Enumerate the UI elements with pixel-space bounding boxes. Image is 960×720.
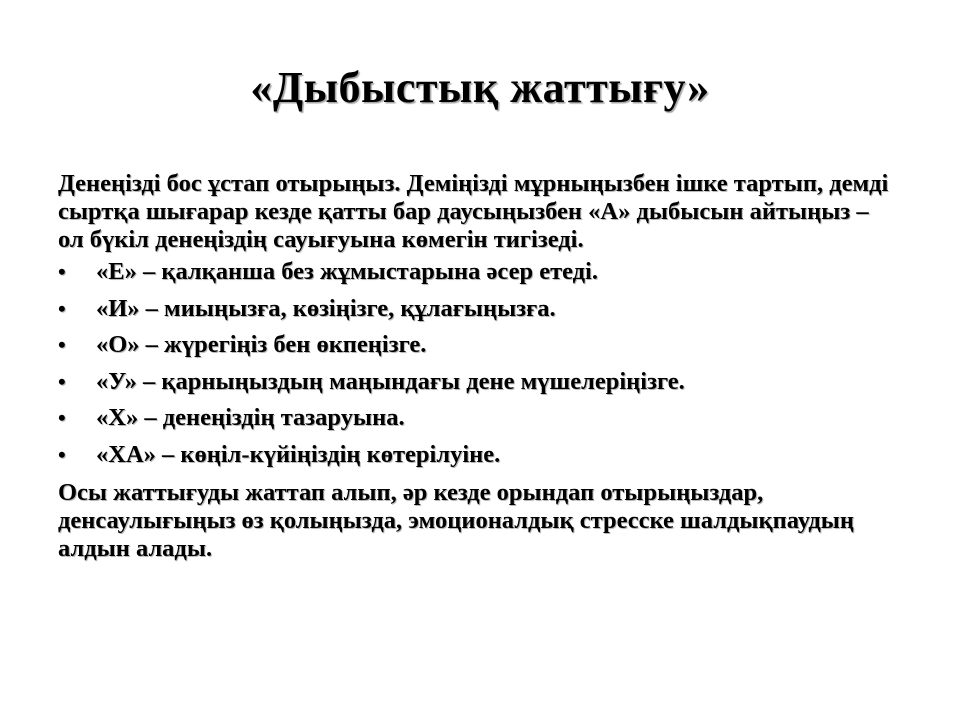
bullet-text: «Х» – денеңіздің тазаруына. [96,404,405,431]
bullet-text: «О» – жүрегіңіз бен өкпеңізге. [96,331,427,358]
bullet-list [58,258,898,477]
bullet-icon: • [58,332,66,357]
bullet-icon: • [58,368,66,394]
outro-paragraph: Осы жаттығуды жаттап алып, әр кезде орындап отырыңыздар, денсаулығыңыз өз қолыңызда, эмоционалдық стресске шалдықпаудың алдын алады. [58,479,855,562]
bullet-item [58,331,898,368]
bullet-icon: • [58,295,66,321]
bullet-item [58,441,898,478]
bullet-item [58,258,898,295]
bullet-text: «И» – миыңызға, көзіңізге, құлағыңызға. [96,294,556,322]
bullet-text: «ХА» – көңіл-күйіңіздің көтерілуіне. [96,440,501,468]
bullet-icon: • [58,259,66,284]
bullet-item [58,368,898,405]
slide-body [58,170,898,567]
bullet-icon: • [58,441,66,467]
bullet-item [58,404,898,441]
bullet-text: «Е» – қалқанша без жұмыстарына әсер етеді. [96,258,598,285]
slide-title: «Дыбыстық жаттығу» [250,63,710,112]
bullet-item [58,295,898,332]
intro-paragraph: Денеңізді бос ұстап отырыңыз. Деміңізді мұрныңызбен ішке тартып, демді сыртқа шығарар кезде қатты бар даусыңызбен «А» дыбысын айтыңыз – ол бүкіл денеңіздің сауығуына көмегін тигізеді. [58,170,889,253]
bullet-icon: • [58,405,66,430]
bullet-text: «У» – қарныңыздың маңындағы дене мүшелеріңізге. [96,367,685,395]
